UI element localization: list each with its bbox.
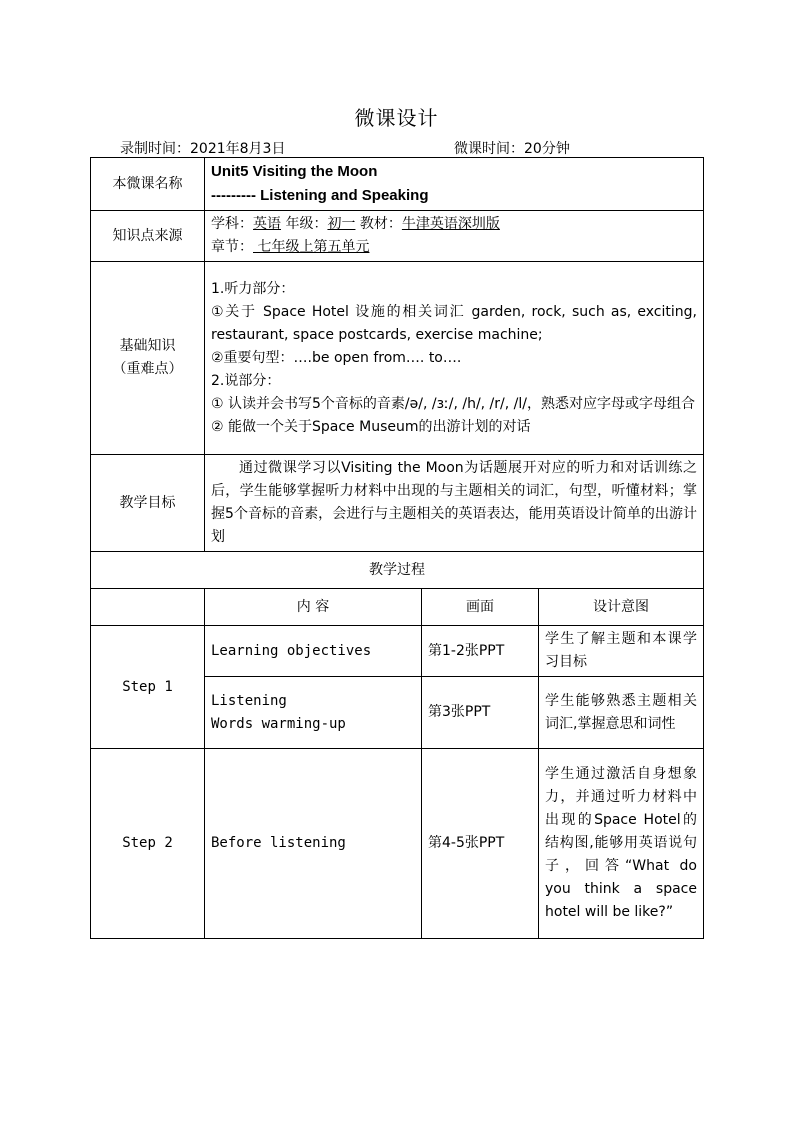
- header-content: 内 容: [205, 589, 422, 626]
- step-screen: 第4-5张PPT: [422, 749, 539, 939]
- step-screen: 第1-2张PPT: [422, 626, 539, 677]
- basic-knowledge-content: [205, 262, 704, 455]
- step-intent: 学生能够熟悉主题相关词汇,掌握意思和词性: [539, 677, 704, 749]
- subject-prefix: 学科：: [211, 216, 253, 232]
- row-course-name: [91, 158, 704, 211]
- document-title: 微课设计: [354, 106, 439, 130]
- row-teaching-goal: [91, 455, 704, 552]
- step-content-line: Words warming-up: [211, 715, 346, 732]
- step-content: [205, 677, 422, 749]
- source-value: [205, 211, 704, 262]
- course-name-value: [205, 158, 704, 211]
- table-row: [91, 749, 704, 939]
- basic-line: ② 能做一个关于Space Museum的出游计划的对话: [211, 418, 531, 435]
- step-intent: 学生通过激活自身想象力，并通过听力材料中出现的Space Hotel的结构图,能够用英语说句子，回答“What do you think a space hotel will be like?”: [539, 749, 704, 939]
- lesson-design-table: [90, 157, 704, 939]
- step-content: Learning objectives: [205, 626, 422, 677]
- course-duration: 微课时间：20分钟: [454, 141, 570, 157]
- header-intent: 设计意图: [539, 589, 704, 626]
- basic-line: ① 认读并会书写5个音标的音素/ə/, /ɜː/, /h/, /r/, /l/，熟悉对应字母或字母组合: [211, 395, 695, 412]
- row-source: [91, 211, 704, 262]
- basic-line: 1.听力部分：: [211, 280, 295, 297]
- basic-knowledge-label: [91, 262, 205, 455]
- step-label: Step 2: [91, 749, 205, 939]
- row-basic-knowledge: [91, 262, 704, 455]
- course-name-label: 本微课名称: [91, 158, 205, 211]
- basic-line: 2.说部分：: [211, 372, 281, 389]
- teaching-goal-text: 通过微课学习以Visiting the Moon为话题展开对应的听力和对话训练之后，学生能够掌握听力材料中出现的与主题相关的词汇，句型，听懂材料；掌握5个音标的音素，会进行与主题相关的英语表达，能用英语设计简单的出游计划: [205, 455, 704, 552]
- header-blank: [91, 589, 205, 626]
- basic-line: ①关于 Space Hotel 设施的相关词汇 garden, rock, such as, exciting, restaurant, space postcards, exercise machine;: [211, 303, 697, 343]
- record-time: 录制时间：2021年8月3日: [120, 141, 286, 157]
- process-title: 教学过程: [91, 552, 704, 589]
- row-process-headers: [91, 589, 704, 626]
- source-label: 知识点来源: [91, 211, 205, 262]
- grade-prefix: 年级：: [281, 216, 328, 232]
- course-name-line-2: --------- Listening and Speaking: [211, 187, 429, 204]
- course-name-line-1: Unit5 Visiting the Moon: [211, 163, 378, 180]
- basic-line: ②重要句型：….be open from…. to….: [211, 349, 462, 366]
- chapter-value: 七年级上第五单元: [253, 239, 370, 255]
- table-row: [91, 626, 704, 677]
- basic-knowledge-label-line-1: 基础知识: [119, 338, 176, 354]
- row-process-title: [91, 552, 704, 589]
- basic-knowledge-label-line-2: （重难点）: [112, 361, 183, 377]
- step-label: Step 1: [91, 626, 205, 749]
- textbook-value: 牛津英语深圳版: [401, 216, 500, 232]
- step-content: Before listening: [205, 749, 422, 939]
- grade-value: 初一: [327, 216, 356, 232]
- chapter-prefix: 章节：: [211, 239, 253, 255]
- step-intent: 学生了解主题和本课学习目标: [539, 626, 704, 677]
- step-content-line: Listening: [211, 692, 287, 709]
- subject-value: 英语: [253, 216, 281, 232]
- header-screen: 画面: [422, 589, 539, 626]
- step-screen: 第3张PPT: [422, 677, 539, 749]
- textbook-prefix: 教材：: [355, 216, 402, 232]
- teaching-goal-label: 教学目标: [91, 455, 205, 552]
